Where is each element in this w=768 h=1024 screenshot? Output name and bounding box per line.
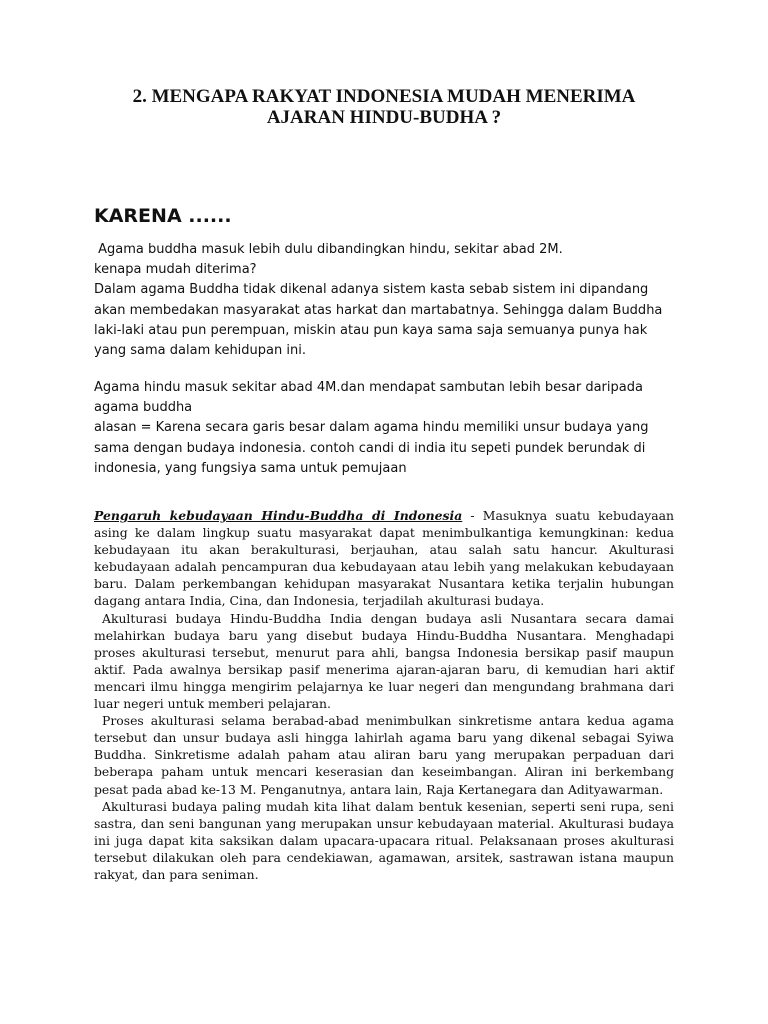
text-line: indonesia, yang fungsiya sama untuk pemujaan [94, 460, 407, 476]
article-paragraph-3: Proses akulturasi selama berabad-abad menimbulkan sinkretisme antara kedua agama tersebut dan unsur budaya asli hingga lahirlah agama baru yang dikenal sebagai Syiwa Buddha. Sinkretisme adalah paham atau aliran baru yang merupakan perpaduan dari beberapa paham untuk mencari keserasian dan keseimbangan. Aliran ini berkembang pesat pada abad ke-13 M. Penganutnya, antara lain, Raja Kertanegara dan Adityawarman. [94, 713, 674, 797]
text-line: Agama buddha masuk lebih dulu dibandingkan hindu, sekitar abad 2M. [94, 242, 563, 257]
text-line: alasan = Karena secara garis besar dalam agama hindu memiliki unsur budaya yang [94, 420, 649, 436]
text-line: Agama hindu masuk sekitar abad 4M.dan mendapat sambutan lebih besar daripada [94, 380, 643, 395]
text-line: yang sama dalam kehidupan ini. [94, 343, 306, 359]
section-buddha [94, 240, 674, 361]
title-line-1: 2. MENGAPA RAKYAT INDONESIA MUDAH MENERIMA [132, 86, 636, 107]
text-line: sama dengan budaya indonesia. contoh candi di india itu sepeti pundek berundak di [94, 440, 646, 456]
article-lead-text: - Masuknya suatu kebudayaan asing ke dalam lingkup suatu masyarakat dapat menimbulkantiga kemungkinan: kedua kebudayaan itu akan berakulturasi, berjauhan, atau salah satu hancur. Akulturasi kebudayaan adalah pencampuran dua kebudayaan atau lebih yang melakukan kebudayaan baru. Dalam perkembangan kehidupan masyarakat Nusantara ketika terjalin hubungan dagang antara India, Cina, dan Indonesia, terjadilah akulturasi budaya. [94, 508, 674, 609]
title-line-2: AJARAN HINDU-BUDHA ? [266, 107, 502, 128]
text-line: agama buddha [94, 400, 193, 416]
text-line: kenapa mudah diterima? [94, 262, 257, 278]
text-line: akan membedakan masyarakat atas harkat dan martabatnya. Sehingga dalam Buddha [94, 302, 663, 318]
article-lead-title: Pengaruh kebudayaan Hindu-Buddha di Indonesia [94, 508, 463, 523]
karena-heading: KARENA ...... [94, 205, 232, 227]
page-title [94, 86, 674, 128]
text-line: Dalam agama Buddha tidak dikenal adanya sistem kasta sebab sistem ini dipandang [94, 282, 649, 298]
text-line: laki-laki atau pun perempuan, miskin atau pun kaya sama saja semuanya punya hak [94, 322, 648, 338]
article-paragraph-1 [94, 507, 674, 610]
article-paragraph-2: Akulturasi budaya Hindu-Buddha India dengan budaya asli Nusantara secara damai melahirkan budaya baru yang disebut budaya Hindu-Buddha Nusantara. Menghadapi proses akulturasi tersebut, menurut para ahli, bangsa Indonesia bersikap pasif maupun aktif. Pada awalnya bersikap pasif menerima ajaran-ajaran baru, di kemudian hari aktif mencari ilmu hingga mengirim pelajarnya ke luar negeri dan mengundang brahmana dari luar negeri untuk memberi pelajaran. [94, 610, 674, 712]
article-body [94, 507, 674, 883]
article-paragraph-4: Akulturasi budaya paling mudah kita lihat dalam bentuk kesenian, seperti seni rupa, seni sastra, dan seni bangunan yang merupakan unsur kebudayaan material. Akulturasi budaya ini juga dapat kita saksikan dalam upacara-upacara ritual. Pelaksanaan proses akulturasi tersebut dilakukan oleh para cendekiawan, agamawan, arsitek, sastrawan istana maupun rakyat, dan para seniman. [94, 798, 674, 882]
section-hindu [94, 378, 674, 479]
